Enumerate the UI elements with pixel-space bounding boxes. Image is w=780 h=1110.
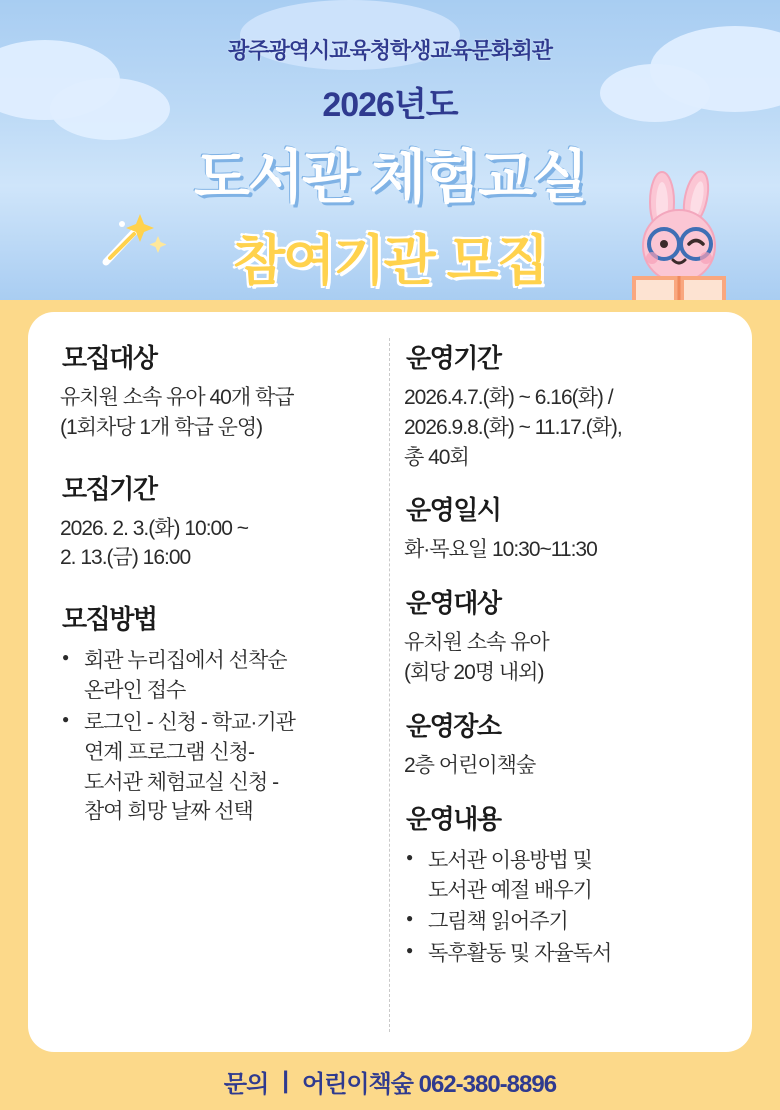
list-item	[404, 846, 720, 906]
organization-name: 광주광역시교육청학생교육문화회관	[227, 38, 553, 63]
body-line: 2026.4.7.(화) ~ 6.16(화) /	[404, 386, 613, 409]
poster-year: 2026년도	[322, 86, 458, 124]
section-recruit-method	[60, 599, 375, 827]
left-column	[46, 338, 390, 1032]
body-line: 화·목요일 10:30~11:30	[404, 538, 597, 562]
section-title: 운영기간	[404, 338, 506, 375]
poster-header	[0, 0, 780, 300]
list-item-text: 그림책 읽어주기	[428, 910, 568, 934]
content-card	[28, 312, 752, 1052]
list-item-text: 로그인 - 신청 - 학교·기관	[84, 710, 295, 734]
section-title: 운영대상	[404, 583, 506, 620]
body-line: 총 40회	[404, 445, 469, 469]
poster-title: 도서관 체험교실	[193, 145, 587, 210]
section-operation-period	[404, 338, 720, 472]
magic-wand-icon	[96, 210, 166, 270]
section-title: 운영내용	[404, 799, 506, 836]
right-column	[390, 338, 734, 1032]
list-item-text: 회관 누리집에서 선착순	[84, 649, 287, 673]
list-item-cont: 연계 프로그램 신청-	[84, 740, 254, 764]
section-body	[60, 514, 375, 574]
list-item-cont: 도서관 체험교실 신청 -	[84, 770, 279, 794]
list-item	[404, 939, 720, 969]
section-title: 모집대상	[60, 338, 162, 375]
body-line: (1회차당 1개 학급 운영)	[60, 415, 263, 439]
section-operation-datetime	[404, 490, 720, 565]
list-item	[404, 907, 720, 937]
list-item-cont: 도서관 예절 배우기	[428, 878, 592, 902]
body-line: 2. 13.(금) 16:00	[60, 546, 191, 570]
section-title: 모집기간	[60, 469, 162, 506]
body-line: 유치원 소속 유아 40개 학급	[60, 386, 294, 409]
list-item-cont: 참여 희망 날짜 선택	[84, 800, 253, 824]
section-operation-place	[404, 706, 720, 781]
footer-contact: 어린이책숲 062-380-8896	[302, 1070, 557, 1098]
footer-separator: |	[282, 1067, 289, 1094]
section-body	[60, 383, 375, 443]
list-item-text: 도서관 이용방법 및	[428, 848, 592, 872]
section-body	[404, 751, 720, 781]
section-body	[404, 628, 720, 688]
body-line: (회당 20명 내외)	[404, 661, 544, 685]
section-title: 운영일시	[404, 490, 506, 527]
poster-footer	[0, 1052, 780, 1110]
section-recruit-period	[60, 469, 375, 574]
body-line: 유치원 소속 유아	[404, 631, 549, 655]
list-item	[60, 708, 375, 827]
section-recruit-target	[60, 338, 375, 443]
section-body	[404, 535, 720, 565]
rabbit-reading-icon	[614, 168, 744, 300]
section-body	[404, 846, 720, 969]
body-line: 2026. 2. 3.(화) 10:00 ~	[60, 516, 249, 540]
section-body	[404, 383, 720, 472]
section-operation-content	[404, 799, 720, 969]
section-title: 운영장소	[404, 706, 506, 743]
footer-label: 문의	[223, 1070, 269, 1098]
poster-subtitle: 참여기관 모집	[233, 231, 547, 291]
section-title: 모집방법	[60, 599, 162, 636]
section-operation-target	[404, 583, 720, 688]
body-line: 2층 어린이책숲	[404, 753, 536, 777]
list-item-text: 독후활동 및 자율독서	[428, 942, 612, 966]
body-line: 2026.9.8.(화) ~ 11.17.(화),	[404, 415, 622, 439]
list-item	[60, 646, 375, 706]
list-item-cont: 온라인 접수	[84, 679, 186, 703]
section-body	[60, 646, 375, 827]
